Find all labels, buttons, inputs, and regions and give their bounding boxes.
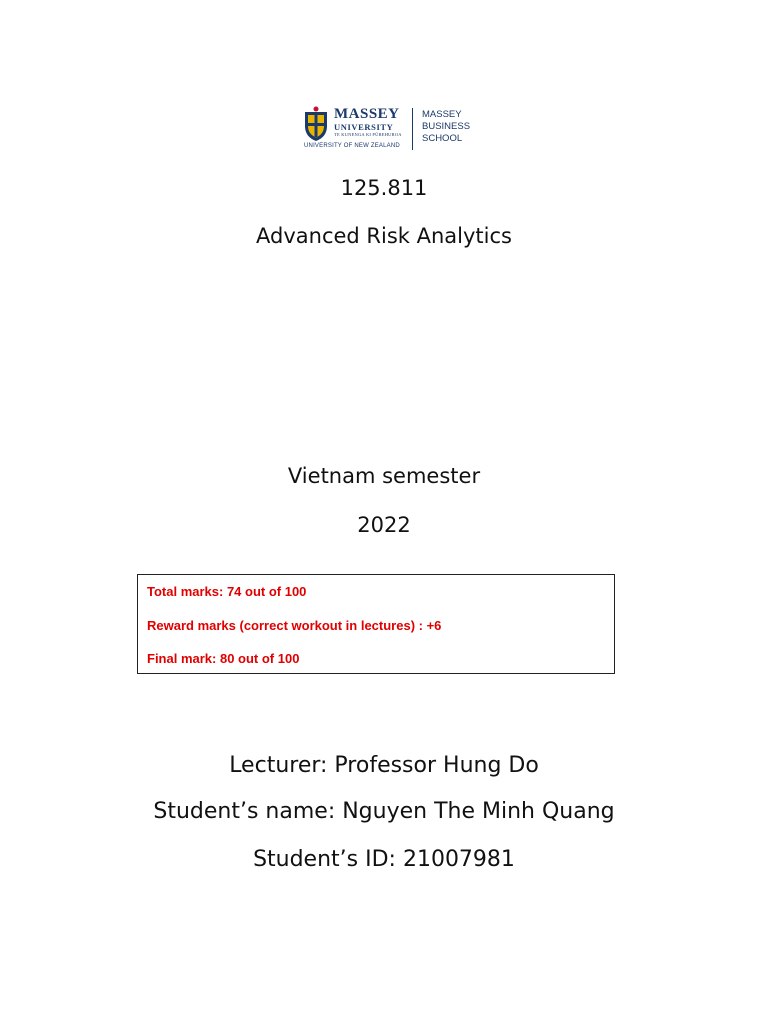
school-line-2: BUSINESS (422, 121, 471, 132)
student-name: Student’s name: Nguyen The Minh Quang (153, 799, 615, 824)
school-line-3: SCHOOL (422, 133, 463, 144)
final-mark: Final mark: 80 out of 100 (147, 651, 300, 666)
student-id: Student’s ID: 21007981 (253, 847, 515, 872)
university-word: UNIVERSITY (334, 122, 394, 132)
marks-box (137, 574, 615, 674)
total-marks: Total marks: 74 out of 100 (147, 584, 307, 599)
business-school-name (422, 109, 470, 145)
school-line-1: MASSEY (422, 109, 462, 120)
logo-divider (412, 108, 413, 150)
massey-logo (298, 100, 482, 156)
shield-crest-icon (303, 106, 329, 142)
year: 2022 (357, 513, 411, 537)
course-name: Advanced Risk Analytics (256, 224, 512, 248)
course-code: 125.811 (340, 176, 428, 200)
lecturer: Lecturer: Professor Hung Do (229, 753, 539, 778)
university-name: MASSEY (334, 106, 400, 122)
university-country: UNIVERSITY OF NEW ZEALAND (304, 143, 400, 149)
semester: Vietnam semester (287, 464, 481, 488)
reward-marks: Reward marks (correct workout in lectures) : +6 (147, 618, 442, 633)
university-maori-name: TE KUNENGA KI PŪREHUROA (334, 132, 402, 137)
